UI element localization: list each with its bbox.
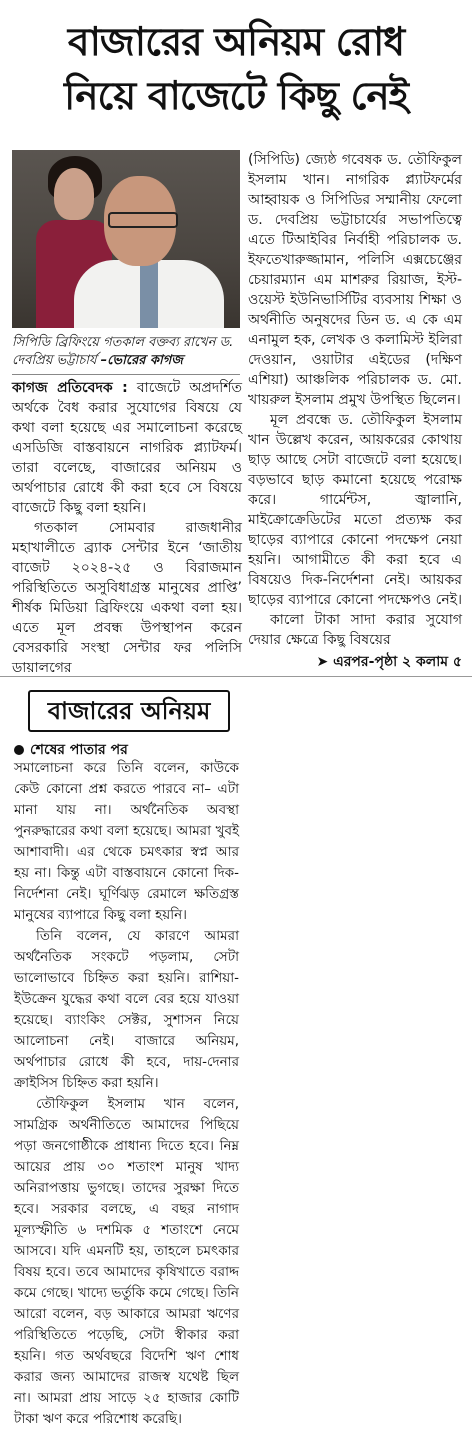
- article-paragraph-4: কালো টাকা সাদা করার সুযোগ দেয়ার ক্ষেত্রে কিছু বিষয়ের: [248, 612, 462, 648]
- headline-line-2: নিয়ে বাজেটে কিছু নেই: [64, 74, 408, 119]
- byline: কাগজ প্রতিবেদক :: [12, 380, 128, 396]
- back-reference-text: শেষের পাতার পর: [30, 742, 128, 758]
- continued-on-link[interactable]: ➤ এরপর-পৃষ্ঠা ২ কলাম ৫: [316, 654, 462, 670]
- headline: [0, 16, 472, 124]
- bullet-icon: [14, 745, 24, 755]
- article-column-left: [12, 378, 242, 678]
- news-photo: [12, 150, 240, 328]
- photo-credit: –ভোরের কাগজ: [100, 353, 183, 368]
- article-paragraph-1: বাজেটে অপ্রদর্শিত অর্থকে বৈধ করার সুযোগের বিষয়ে যে কথা বলা হয়েছে এর সমালোচনা করেছে এসডিজি বাস্তবায়নে নাগরিক প্ল্যাটফর্ম। তারা বলেছে, বাজারের অনিয়ম ও অর্থপাচার রোধে কী করা হবে সে বিষয়ে বাজেটে কিছু বলা হয়নি।: [12, 380, 242, 516]
- photo-caption: [12, 334, 240, 375]
- continuation-column: [14, 758, 239, 1430]
- continuation-title: বাজারের অনিয়ম: [28, 690, 230, 732]
- continuation-paragraph-1: সমালোচনা করে তিনি বলেন, কাউকে কেউ কোনো প্রশ্ন করতে পারবে না– এটা মানা যায় না। অর্থনৈতিক অবস্থা পুনরুদ্ধারের কথা বলা হয়েছে। আমরা খুবই আশাবাদী। এর থেকে চমৎকার স্বপ্ন আর হয় না। কিন্তু এটা বাস্তবায়নে কোনো দিক-নির্দেশনা নেই। ঘূর্ণিঝড় রেমালে ক্ষতিগ্রস্ত মানুষের ব্যাপারে কিছু বলা হয়নি।: [14, 760, 239, 923]
- section-divider: [0, 676, 472, 677]
- article-paragraph-2-cont: (সিপিডি) জ্যেষ্ঠ গবেষক ড. তৌফিকুল ইসলাম খান। নাগরিক প্ল্যাটফর্মের আহ্বায়ক ও সিপিডির সম্মানীয় ফেলো ড. দেবপ্রিয় ভট্টাচার্যের সভাপতিত্বে এতে টিআইবির নির্বাহী পরিচালক ড. ইফতেখারুজ্জামান, পলিসি এক্সচেঞ্জের চেয়ারম্যান এম মাশরুর রিয়াজ, ইস্ট-ওয়েস্ট ইউনিভার্সিটির ব্যবসায় শিক্ষা ও অর্থনীতি অনুষদের ডিন ড. এ কে এম এনামুল হক, লেখক ও কলামিস্ট ইলিরা দেওয়ান, ওয়াটার এইডের (দক্ষিণ এশিয়া) আঞ্চলিক পরিচালক ড. মো. খায়রুল ইসলাম প্রমুখ উপস্থিত ছিলেন।: [248, 152, 462, 408]
- continuation-paragraph-3: তৌফিকুল ইসলাম খান বলেন, সামগ্রিক অর্থনীতিতে আমাদের পিছিয়ে পড়া জনগোষ্ঠীকে প্রাধান্য দিতে হবে। নিম্ন আয়ের প্রায় ৩০ শতাংশ মানুষ খাদ্য অনিরাপত্তায় ভুগছে। তাদের সুরক্ষা দিতে হবে। সরকার বলছে, এ বছর নাগাদ মূল্যস্ফীতি ৬ দশমিক ৫ শতাংশে নেমে আসবে। যদি এমনটি হয়, তাহলে চমৎকার বিষয় হবে। তবে আমাদের কৃষিখাতে বরাদ্দ কমে গেছে। খাদ্যে ভর্তুকি কমে গেছে। তিনি আরো বলেন, বড় আকারে আমরা ঋণের পরিস্থিতিতে পড়েছি, সেটা স্বীকার করা হয়নি। গত অর্থবছরে বিদেশি ঋণ শোধ করার জন্য আমাদের রাজস্ব যথেষ্ট ছিল না। আমরা প্রায় সাড়ে ২৫ হাজার কোটি টাকা ঋণ করে পরিশোধ করেছি।: [14, 1096, 239, 1427]
- article-paragraph-2: গতকাল সোমবার রাজধানীর মহাখালীতে ব্র্যাক সেন্টার ইনে ‘জাতীয় বাজেট ২০২৪-২৫ ও বিরাজমান পরিস্থিতিতে অসুবিধাগ্রস্ত মানুষের প্রাপ্তি’ শীর্ষক মিডিয়া ব্রিফিংয়ে একথা বলা হয়। এতে মূল প্রবন্ধ উপস্থাপন করেন বেসরকারি সংস্থা সেন্টার ফর পলিসি ডায়ালগের: [12, 520, 242, 676]
- photo-man-suspender: [140, 262, 158, 328]
- photo-woman-face: [54, 168, 94, 220]
- caption-text: সিপিডি ব্রিফিংয়ে গতকাল বক্তব্য রাখেন ড. দেবপ্রিয় ভট্টাচার্য: [12, 335, 234, 368]
- headline-line-1: বাজারের অনিয়ম রোধ: [67, 20, 405, 65]
- photo-man-glasses: [108, 212, 178, 228]
- article-column-right: [248, 150, 462, 650]
- article-paragraph-3: মূল প্রবন্ধে ড. তৌফিকুল ইসলাম খান উল্লেখ করেন, আয়করের কোথায় ছাড় আছে সেটা বাজেটে বলা হয়েছে। বড়ভাবে ছাড় কমানো হয়েছে পরোক্ষ করে। গার্মেন্টস, জ্বালানি, মাইক্রোক্রেডিটের মতো প্রত্যক্ষ কর ছাড়ের ব্যাপারে কোনো পদক্ষেপ নেয়া হয়নি। আগামীতে কী করা হবে এ বিষয়েও দিক-নির্দেশনা নেই। আয়কর ছাড়ের ব্যাপারে কোনো পদক্ষেপও নেই।: [248, 412, 463, 608]
- continuation-paragraph-2: তিনি বলেন, যে কারণে আমরা অর্থনৈতিক সংকটে পড়লাম, সেটা ভালোভাবে চিহ্নিত করা হয়নি। রাশিয়া-ইউক্রেন যুদ্ধের কথা বলে বের হয়ে যাওয়া হয়েছে। ব্যাংকিং সেক্টর, সুশাসন নিয়ে আলোচনা নেই। বাজারে অনিয়ম, অর্থপাচার রোধে কী হবে, দায়-দেনার ক্রাইসিস চিহ্নিত করা হয়নি।: [14, 928, 239, 1091]
- article-paragraph: [12, 378, 242, 518]
